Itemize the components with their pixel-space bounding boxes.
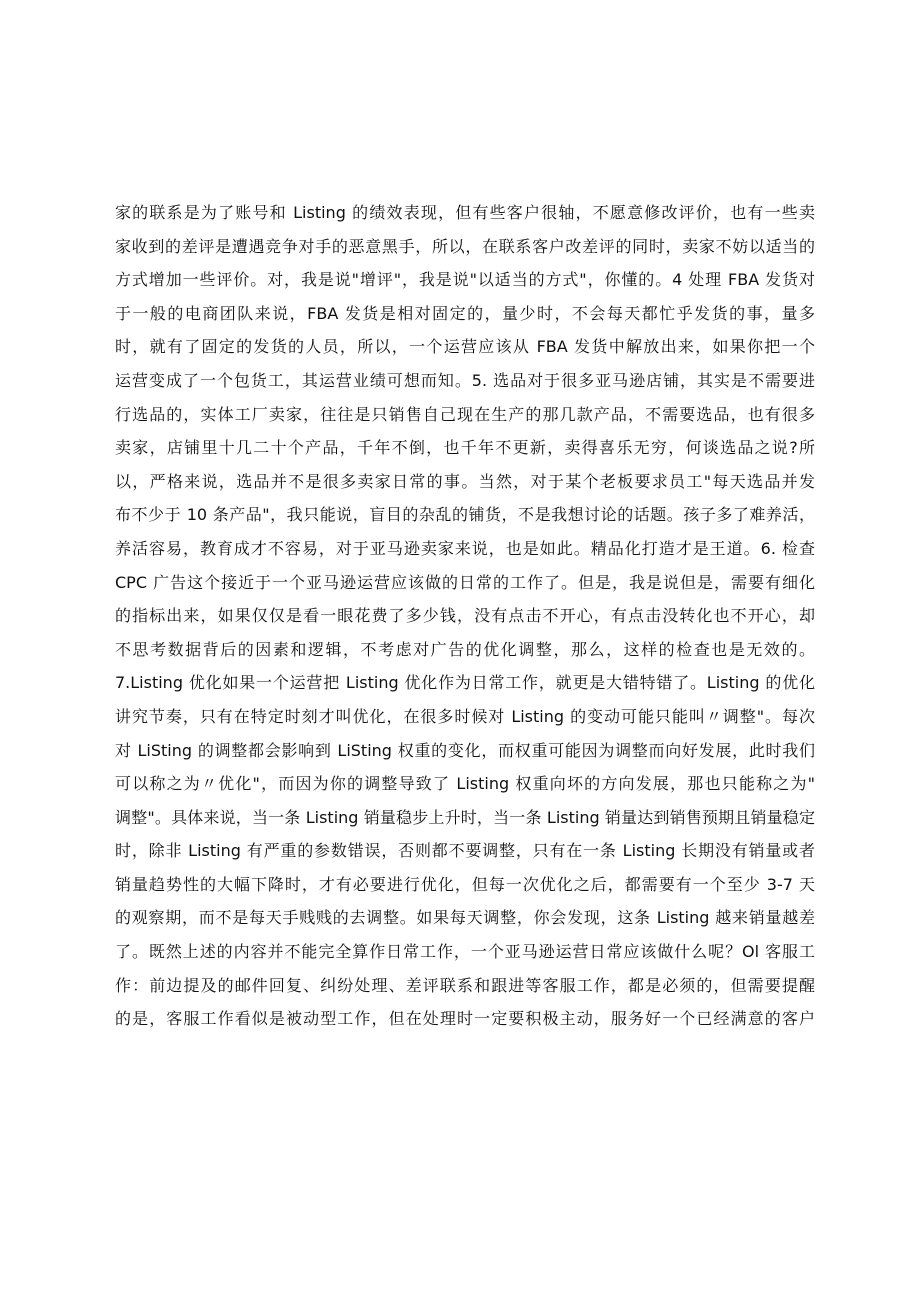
text-line: 7.Listing 优化如果一个运营把 Listing 优化作为日常工作，就更是大错特错了。Listing 的优化 bbox=[115, 673, 815, 693]
text-line: 对 LiSting 的调整都会影响到 LiSting 权重的变化，而权重可能因为调整而向好发展，此时我们 bbox=[115, 740, 815, 760]
text-line: 调整"。具体来说，当一条 Listing 销量稳步上升时，当一条 Listing 销量达到销售预期且销量稳定 bbox=[115, 807, 815, 827]
text-line: 卖家，店铺里十几二十个产品，千年不倒，也千年不更新，卖得喜乐无穷，何谈选品之说?所 bbox=[115, 438, 815, 458]
text-line: 家的联系是为了账号和 Listing 的绩效表现，但有些客户很轴，不愿意修改评价，也有一些卖 bbox=[115, 203, 815, 222]
text-line: 于一般的电商团队来说，FBA 发货是相对固定的，量少时，不会每天都忙乎发货的事，量多 bbox=[115, 303, 815, 323]
text-line: 作：前边提及的邮件回复、纠纷处理、差评联系和跟进等客服工作，都是必须的，但需要提醒 bbox=[115, 975, 815, 995]
text-line: 以，严格来说，选品并不是很多卖家日常的事。当然，对于某个老板要求员工"每天选品并发 bbox=[115, 471, 815, 491]
text-line: CPC 广告这个接近于一个亚马逊运营应该做的日常的工作了。但是，我是说但是，需要有细化 bbox=[115, 572, 815, 592]
text-line: 养活容易，教育成才不容易，对于亚马逊卖家来说，也是如此。精品化打造才是王道。6. 检查 bbox=[115, 538, 815, 558]
text-line: 销量趋势性的大幅下降时，才有必要进行优化，但每一次优化之后，都需要有一个至少 3-7 天 bbox=[115, 874, 815, 894]
text-line: 不思考数据背后的因素和逻辑，不考虑对广告的优化调整，那么，这样的检查也是无效的。 bbox=[115, 639, 815, 659]
text-line: 家收到的差评是遭遇竞争对手的恶意黑手，所以，在联系客户改差评的同时，卖家不妨以适当的 bbox=[115, 236, 815, 256]
text-line: 方式增加一些评价。对，我是说"增评"，我是说"以适当的方式"，你懂的。4 处理 FBA 发货对 bbox=[115, 270, 815, 290]
text-line: 时，除非 Listing 有严重的参数错误，否则都不要调整，只有在一条 Listing 长期没有销量或者 bbox=[115, 841, 815, 861]
text-line: 的是，客服工作看似是被动型工作，但在处理时一定要积极主动，服务好一个已经满意的客户 bbox=[115, 1009, 815, 1029]
text-line: 的观察期，而不是每天手贱贱的去调整。如果每天调整，你会发现，这条 Listing 越来销量越差 bbox=[115, 908, 815, 928]
text-line: 了。既然上述的内容并不能完全算作日常工作，一个亚马逊运营日常应该做什么呢？Ol 客服工 bbox=[115, 942, 815, 962]
text-line: 的指标出来，如果仅仅是看一眼花费了多少钱，没有点击不开心，有点击没转化也不开心，却 bbox=[115, 606, 815, 626]
text-line: 布不少于 10 条产品"，我只能说，盲目的杂乱的铺货，不是我想讨论的话题。孩子多了难养活， bbox=[115, 505, 815, 525]
text-line: 行选品的，实体工厂卖家，往往是只销售自己现在生产的那几款产品，不需要选品，也有很多 bbox=[115, 404, 815, 424]
text-line: 运营变成了一个包货工，其运营业绩可想而知。5. 选品对于很多亚马逊店铺，其实是不需要进 bbox=[115, 370, 815, 390]
text-line: 可以称之为〃优化"，而因为你的调整导致了 Listing 权重向坏的方向发展，那也只能称之为" bbox=[115, 774, 815, 794]
body-text bbox=[115, 196, 815, 1036]
text-line: 时，就有了固定的发货的人员，所以，一个运营应该从 FBA 发货中解放出来，如果你把一个 bbox=[115, 337, 815, 357]
text-line: 讲究节奏，只有在特定时刻才叫优化，在很多时候对 Listing 的变动可能只能叫〃调整"。每次 bbox=[115, 706, 815, 726]
